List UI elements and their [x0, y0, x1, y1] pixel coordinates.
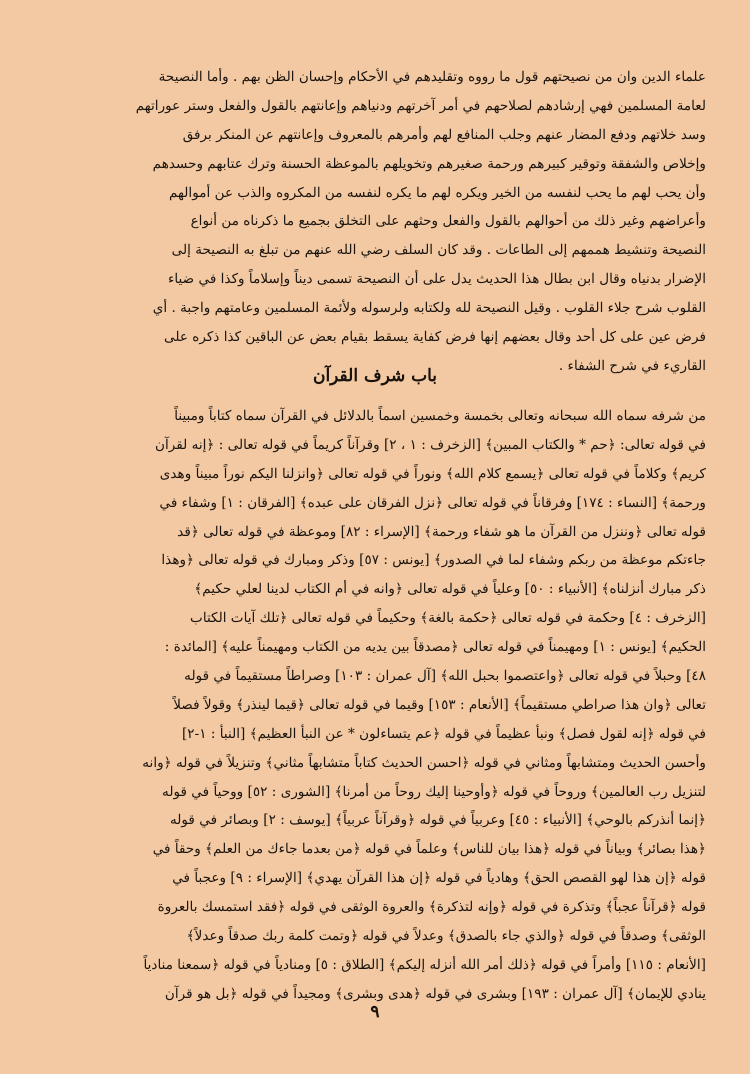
text-line: في قوله ﴿إنه لقول فصل﴾ ونبأ عظيماً في قوله ﴿عم يتساءلون * عن النبأ العظيم﴾ [النبأ : ١-٢]: [181, 725, 706, 742]
text-line: قوله ﴿قرآناً عجباً﴾ وتذكرة في قوله ﴿وإنه لتذكرة﴾ والعروة الوثقى في قوله ﴿فقد استمسك بالعروة: [157, 899, 706, 916]
intro-paragraph: [56, 63, 706, 381]
text-line: فرض عين على كل أحد وقال بعضهم إنها فرض كفاية يسقط بقيام بعض عن الباقين كذا ذكره على: [163, 329, 706, 346]
text-line: قوله تعالى ﴿وننزل من القرآن ما هو شفاء ورحمة﴾ [الإسراء : ٨٢] وموعظة في قوله تعالى ﴿قد: [177, 523, 706, 540]
text-line: وأحسن الحديث ومتشابهاً ومثاني في قوله ﴿احسن الحديث كتاباً متشابهاً مثاني﴾ وتنزيلاً في قوله ﴿وانه: [142, 754, 706, 771]
text-line: في قوله تعالى: ﴿حم * والكتاب المبين﴾ [الزخرف : ١ ، ٢] وقرآناً كريماً في قوله تعالى : ﴿إنه لقرآن: [154, 436, 706, 453]
text-line: الإضرار بدنياه وقال ابن بطال هذا الحديث يدل على أن النصيحة تسمى ديناً وإسلاماً وكذا في ضياء: [168, 271, 706, 288]
text-line: [الأنعام : ١١٥] وأمراً في قوله ﴿ذلك أمر الله أنزله إليكم﴾ [الطلاق : ٥] ومنادياً في قوله ﴿سمعنا منادياً: [143, 956, 706, 973]
text-line: ٤٨] وحبلاً في قوله تعالى ﴿واعتصموا بحبل الله﴾ [آل عمران : ١٠٣] وصراطاً مستقيماً في قوله: [184, 668, 706, 685]
section-heading: باب شرف القرآن: [312, 366, 438, 386]
text-line: ينادي للإيمان﴾ [آل عمران : ١٩٣] وبشرى في قوله ﴿هدى وبشرى﴾ ومجيداً في قوله ﴿بل هو قرآن: [164, 985, 706, 1002]
text-line: وأعراضهم وغير ذلك من أحوالهم بالقول والفعل وحثهم على التخلق بجميع ما ذكرناه من أنواع: [190, 213, 706, 230]
text-line: الوثقى﴾ وصدقاً في قوله ﴿والذي جاء بالصدق﴾ وعدلاً في قوله ﴿وتمت كلمة ربك صدقاً وعدلاً﴾: [186, 928, 706, 945]
text-line: وإخلاص والشفقة وتوقير كبيرهم ورحمة صغيرهم وتخويلهم بالموعظة الحسنة وترك عتابهم وحسدهم: [152, 155, 706, 172]
text-line: ﴿هذا بصائر﴾ وبياناً في قوله ﴿هذا بيان للناس﴾ وعلماً في قوله ﴿من بعدما جاءك من العلم﴾ وحقاً في: [152, 841, 706, 858]
text-line: القاريء في شرح الشفاء .: [558, 357, 706, 374]
text-line: علماء الدين وان من نصيحتهم قول ما رووه وتقليدهم في الأحكام وإحسان الظن بهم . وأما النصيحة: [158, 69, 706, 85]
text-line: وسد خلاتهم ودفع المضار عنهم وجلب المنافع لهم وأمرهم بالمعروف وإعانتهم عن المنكر برفق: [182, 126, 706, 143]
text-line: ﴿إنما أنذركم بالوحي﴾ [الأنبياء : ٤٥] وعربياً في قوله ﴿وقرآناً عربياً﴾ [يوسف : ٢] وبصائر في قوله: [169, 812, 706, 829]
text-line: لتنزيل رب العالمين﴾ وروحاً في قوله ﴿وأوحينا إليك روحاً من أمرنا﴾ [الشورى : ٥٢] ووحياً في قوله: [162, 783, 706, 800]
text-line: كريم﴾ وكلاماً في قوله تعالى ﴿يسمع كلام الله﴾ ونوراً في قوله تعالى ﴿وانزلنا اليكم نوراً مبيناً وهدى: [159, 465, 706, 482]
text-line: جاءتكم موعظة من ربكم وشفاء لما في الصدور﴾ [يونس : ٥٧] وذكر ومبارك في قوله تعالى ﴿وهذا: [161, 552, 706, 569]
text-line: قوله ﴿إن هذا لهو القصص الحق﴾ وهادياً في قوله ﴿إن هذا القرآن يهدي﴾ [الإسراء : ٩] وعجباً في: [172, 870, 706, 887]
text-line: وأن يحب لهم ما يحب لنفسه من الخير ويكره لهم ما يكره لنفسه من المكروه والذب عن أموالهم: [168, 184, 706, 201]
text-line: تعالى ﴿وان هذا صراطي مستقيماً﴾ [الأنعام : ١٥٣] وقيما في قوله تعالى ﴿قيما لينذر﴾ وقولاً فصلاً: [173, 696, 706, 713]
text-line: الحكيم﴾ [يونس : ١] ومهيمناً في قوله تعالى ﴿مصدقاً بين يديه من الكتاب ومهيمناً عليه﴾ [المائدة :: [164, 639, 706, 656]
text-line: النصيحة وتنشيط هممهم إلى الطاعات . وقد كان السلف رضي الله عنهم من تبلغ به النصيحة إلى: [171, 242, 706, 259]
text-line: ورحمة﴾ [النساء : ١٧٤] وفرقاناً في قوله تعالى ﴿نزل الفرقان على عبده﴾ [الفرقان : ١] وشفاء في: [159, 494, 706, 511]
text-line: لعامة المسلمين فهي إرشادهم لصلاحهم في أمر آخرتهم ودنياهم وإعانتهم بالقول والفعل وستر عوراتهم: [135, 97, 706, 114]
text-line: من شرفه سماه الله سبحانه وتعالى بخمسة وخمسين اسماً بالدلائل في القرآن سماه كتاباً ومبيناً: [174, 408, 706, 424]
page-number: ٩: [370, 1002, 380, 1022]
section-body-paragraph: [56, 402, 706, 1009]
text-line: [الزخرف : ٤] وحكمة في قوله تعالى ﴿حكمة بالغة﴾ وحكيماً في قوله تعالى ﴿تلك آيات الكتاب: [190, 610, 706, 627]
text-line: ذكر مبارك أنزلناه﴾ [الأنبياء : ٥٠] وعلياً في قوله تعالى ﴿وانه في أم الكتاب لدينا لعلي حكيم﴾: [194, 581, 706, 598]
text-line: القلوب شرح جلاء القلوب . وقيل النصيحة لله ولكتابه ولرسوله ولأئمة المسلمين وعامتهم واجبة . أي: [152, 300, 706, 317]
